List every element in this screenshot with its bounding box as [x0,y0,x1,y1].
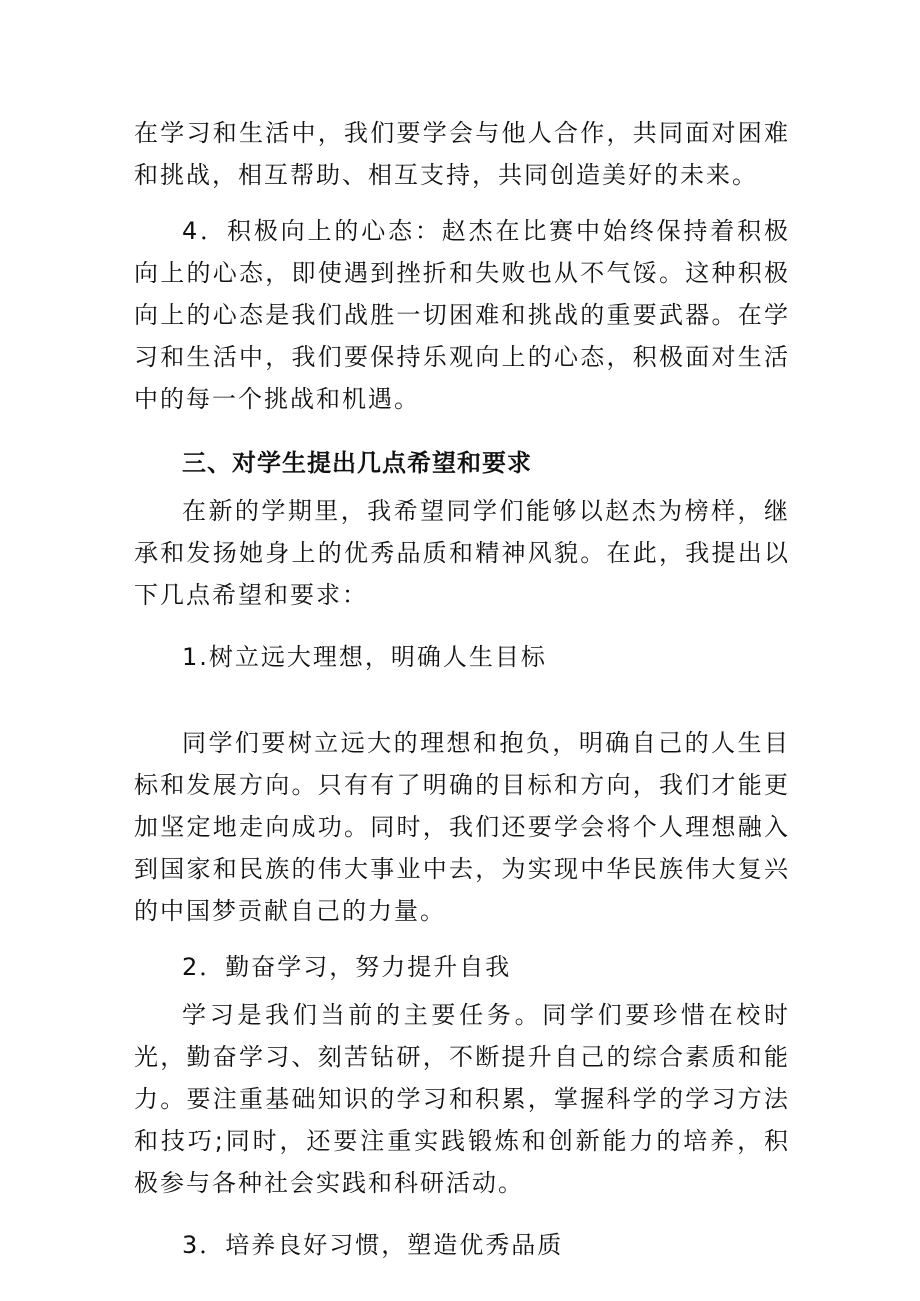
paragraph-cooperation: 在学习和生活中，我们要学会与他人合作，共同面对困难和挑战，相互帮助、相互支持，共同创造美好的未来。 [134,119,790,189]
paragraph-intro-hopes: 在新的学期里，我希望同学们能够以赵杰为榜样，继承和发扬她身上的优秀品质和精神风貌。在此，我提出以下几点希望和要求： [134,497,790,609]
paragraph-ideals: 同学们要树立远大的理想和抱负，明确自己的人生目标和发展方向。只有有了明确的目标和方向，我们才能更加坚定地走向成功。同时，我们还要学会将个人理想融入到国家和民族的伟大事业中去，为实现中华民族伟大复兴的中国梦贡献自己的力量。 [134,729,790,925]
subheading-habits: 3．培养良好习惯，塑造优秀品质 [182,1231,564,1259]
subheading-study: 2．勤奋学习，努力提升自我 [182,953,512,981]
paragraph-study: 学习是我们当前的主要任务。同学们要珍惜在校时光，勤奋学习、刻苦钻研，不断提升自己的综合素质和能力。要注重基础知识的学习和积累，掌握科学的学习方法和技巧;同时，还要注重实践锻炼和创新能力的培养，积极参与各种社会实践和科研活动。 [134,1001,790,1197]
section-heading: 三、对学生提出几点希望和要求 [182,449,532,477]
subheading-ideals: 1.树立远大理想，明确人生目标 [182,643,547,671]
paragraph-positive-attitude: 4．积极向上的心态：赵杰在比赛中始终保持着积极向上的心态，即使遇到挫折和失败也从不气馁。这种积极向上的心态是我们战胜一切困难和挑战的重要武器。在学习和生活中，我们要保持乐观向上的心态，积极面对生活中的每一个挑战和机遇。 [134,217,790,413]
document-body [134,112,790,1266]
